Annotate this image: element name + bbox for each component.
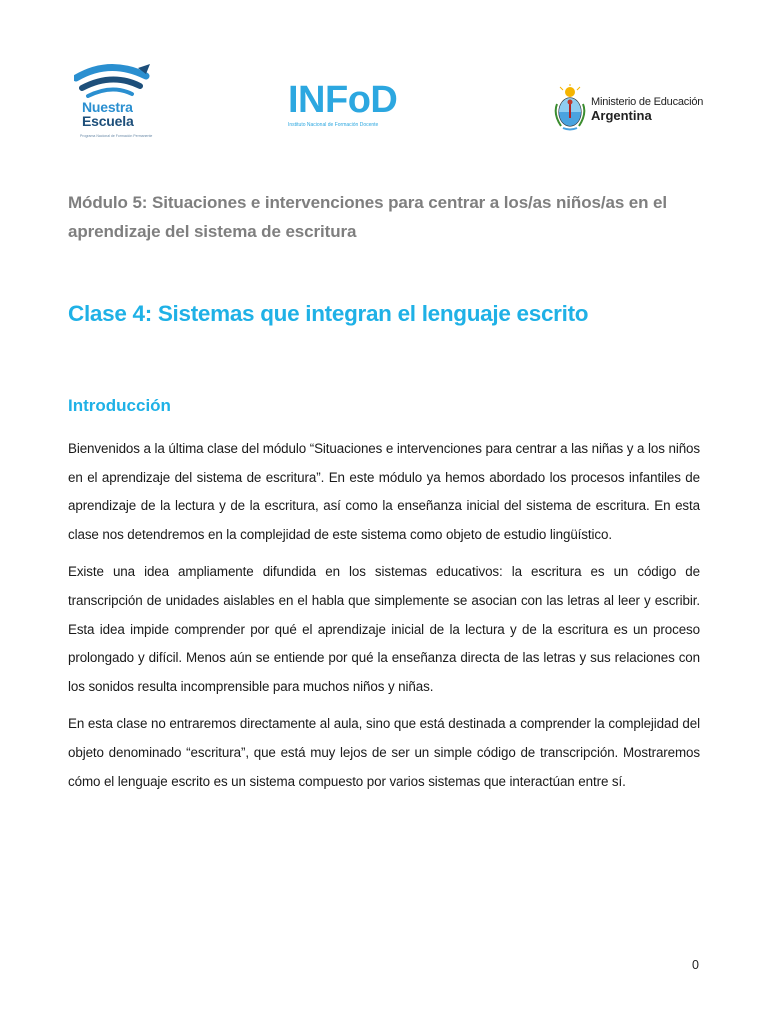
nuestra-escuela-logo xyxy=(72,62,172,142)
infod-logo xyxy=(288,80,418,136)
logo-tagline: Programa Nacional de Formación Permanente xyxy=(80,134,153,138)
body-paragraph: En esta clase no entraremos directamente al aula, sino que está destinada a comprender la complejidad del objeto denominado “escritura”, que está muy lejos de ser un simple código de transcripción. Mostraremos cómo el lenguaje escrito es un sistema compuesto por varios sistemas que interactúan entre sí. xyxy=(68,716,700,789)
ministerio-line1: Ministerio de Educación xyxy=(591,96,704,108)
ministerio-line2: Argentina xyxy=(591,108,652,123)
logo-text-escuela: Escuela xyxy=(82,113,134,129)
argentina-coat-of-arms-icon xyxy=(553,84,587,132)
ministerio-logo xyxy=(553,84,713,134)
modulo-title: Módulo 5: Situaciones e intervenciones para centrar a los/as niños/as en el aprendizaje del sistema de escritura xyxy=(68,193,668,241)
clase-title: Clase 4: Sistemas que integran el lenguaje escrito xyxy=(68,301,589,326)
infod-logo-name: INFoD xyxy=(288,79,398,121)
body-paragraph: Existe una idea ampliamente difundida en los sistemas educativos: la escritura es un código de transcripción de unidades aislables en el habla que simplemente se asocian con las letras al leer y escribir. Esta idea impide comprender por qué el aprendizaje inicial de la lectura y de la escritura es un proceso prolongado y difícil. Menos aún se entiende por qué la enseñanza directa de las letras y sus relaciones con los sonidos resulta incomprensible para muchos niños y niñas. xyxy=(68,564,700,694)
document-body xyxy=(68,435,700,805)
nuestra-escuela-logo-icon xyxy=(74,62,154,98)
logo-text-nuestra: Nuestra xyxy=(82,99,133,115)
page-number: 0 xyxy=(692,958,699,972)
body-paragraph: Bienvenidos a la última clase del módulo “Situaciones e intervenciones para centrar a las niñas y a los niños en el aprendizaje del sistema de escritura”. En este módulo ya hemos abordado los procesos infantiles de aprendizaje de la lectura y de la escritura, así como la enseñanza inicial del sistema de escritura. En esta clase nos detendremos en la complejidad de este sistema como objeto de estudio lingüístico. xyxy=(68,441,700,542)
infod-logo-subtitle: Instituto Nacional de Formación Docente xyxy=(288,122,379,128)
section-heading-introduccion: Introducción xyxy=(68,396,171,415)
